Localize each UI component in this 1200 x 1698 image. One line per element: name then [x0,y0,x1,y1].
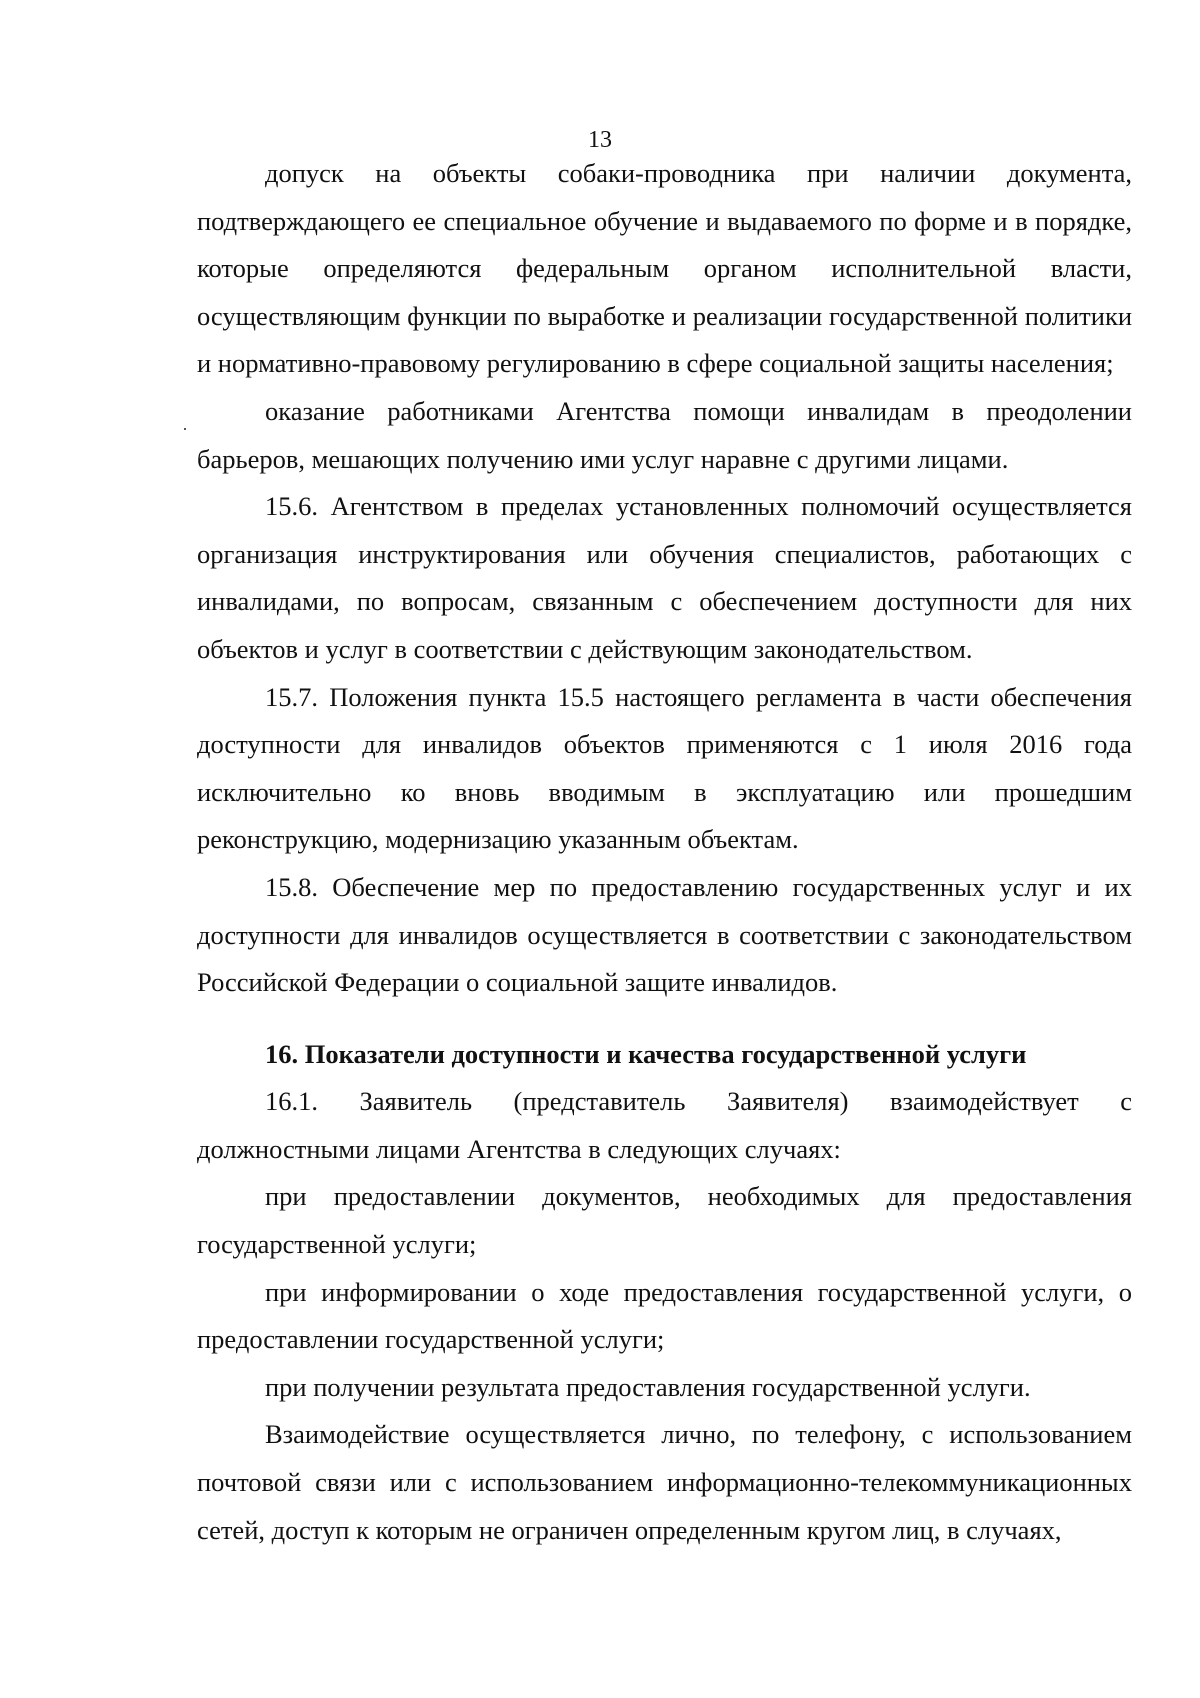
paragraph-15-6: 15.6. Агентством в пределах установленных полномочий осуществляется организация инструктирования или обучения специалистов, работающих с инвалидами, по вопросам, связанным с обеспечением доступности для них объектов и услуг в соответствии с действующим законодательством. [197,491,1132,664]
section-heading-16: 16. Показатели доступности и качества государственной услуги [265,1038,1027,1069]
paragraph-documents-submission: при предоставлении документов, необходимых для предоставления государственной услуги; [197,1181,1132,1260]
scan-artifact-mark [184,428,186,430]
paragraph-informing: при информировании о ходе предоставления государственной услуги, о предоставлении государственной услуги; [197,1276,1132,1355]
paragraph-result-receipt: при получении результата предоставления государственной услуги. [265,1371,1031,1402]
document-body [197,150,1132,1554]
page-number: 13 [588,127,612,153]
paragraph-15-7: 15.7. Положения пункта 15.5 настоящего регламента в части обеспечения доступности для инвалидов объектов применяются с 1 июля 2016 года исключительно ко вновь вводимым в эксплуатацию или прошедшим реконструкцию, модернизацию указанным объектам. [197,681,1132,855]
paragraph-15-8: 15.8. Обеспечение мер по предоставлению государственных услуг и их доступности для инвалидов осуществляется в соответствии с законодательством Российской Федерации о социальной защите инвалидов. [197,871,1132,998]
paragraph-staff-assistance: оказание работниками Агентства помощи инвалидам в преодолении барьеров, мешающих получению ими услуг наравне с другими лицами. [197,395,1132,474]
paragraph-guide-dog-access: допуск на объекты собаки-проводника при наличии документа, подтверждающего ее специальное обучение и выдаваемого по форме и в порядке, которые определяются федеральным органом исполнительной власти, осуществляющим функции по выработке и реализации государственной политики и нормативно-правовому регулированию в сфере социальной защиты населения; [197,158,1132,379]
paragraph-interaction-methods: Взаимодействие осуществляется лично, по телефону, с использованием почтовой связи или с использованием информационно-телекоммуникационных сетей, доступ к которым не ограничен определенным кругом лиц, в случаях, [197,1419,1132,1545]
paragraph-16-1: 16.1. Заявитель (представитель Заявителя) взаимодействует с должностными лицами Агентства в следующих случаях: [197,1086,1132,1164]
